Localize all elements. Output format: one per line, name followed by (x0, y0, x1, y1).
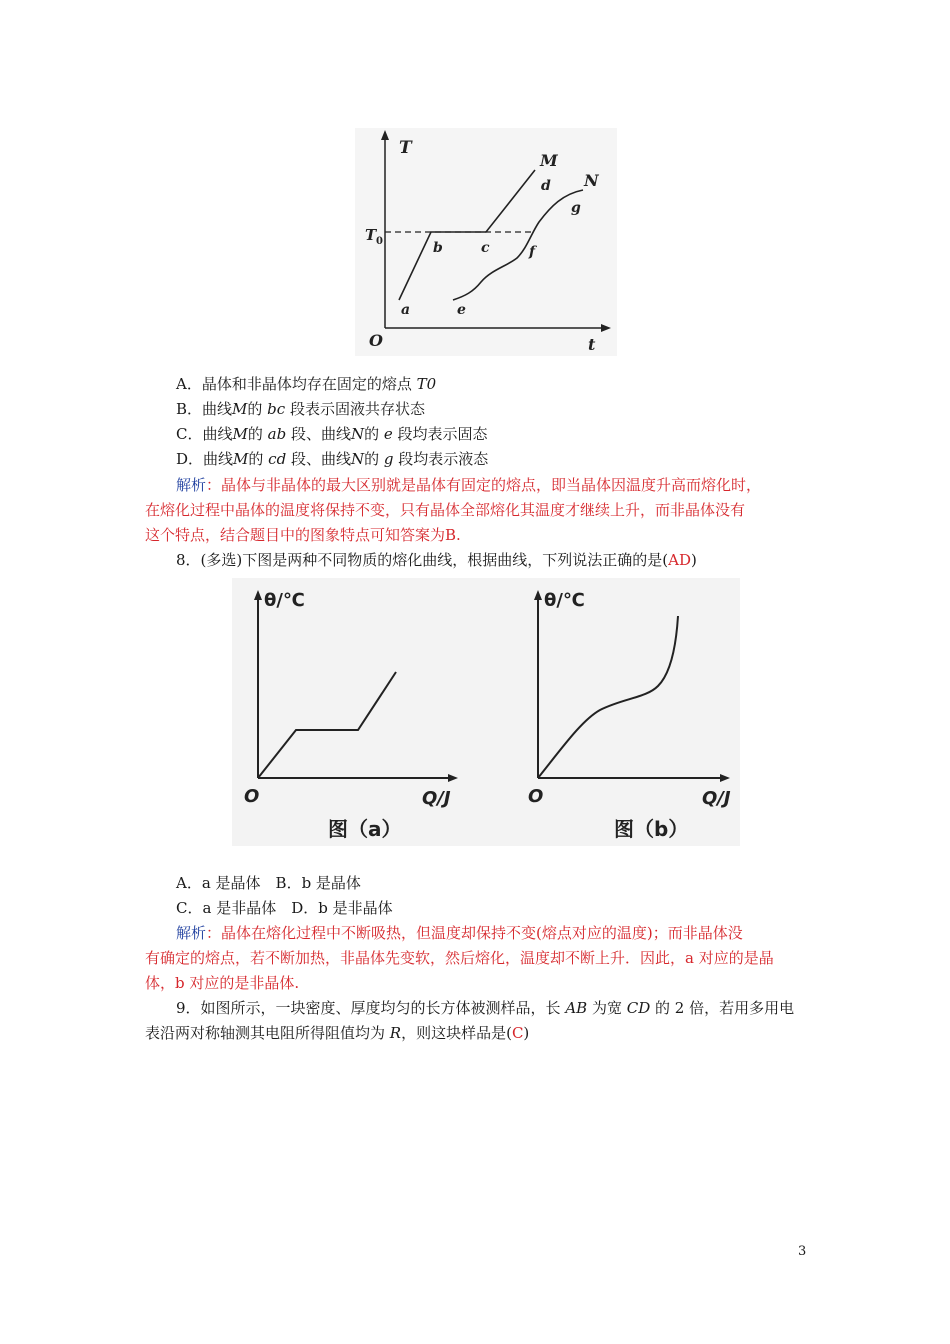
q8-options-cd: C．a 是非晶体 D．b 是非晶体 (176, 899, 393, 917)
q8-analysis-line-1: 解析：晶体在熔化过程中不断吸热，但温度却保持不变(熔点对应的温度)；而非晶体没 (176, 924, 743, 942)
curve-a (258, 672, 396, 778)
q7-analysis-line-2: 在熔化过程中晶体的温度将保持不变，只有晶体全部熔化其温度才继续上升，而非晶体没有 (145, 501, 746, 519)
q8-stem: 8．(多选)下图是两种不同物质的熔化曲线，根据曲线，下列说法正确的是(AD) (176, 551, 697, 569)
caption-b: 图（b） (614, 817, 689, 841)
axis-T-label: T (399, 138, 412, 158)
x-axis-label-a: Q/J (422, 788, 451, 809)
analysis-label: 解析 (176, 476, 207, 494)
q7-option-b: B．曲线M的 bc 段表示固液共存状态 (176, 400, 425, 418)
y-axis-label-a: θ/℃ (264, 590, 305, 611)
curve-N-label: N (584, 171, 599, 190)
curve-b (538, 616, 678, 778)
page-number: 3 (798, 1244, 807, 1259)
point-c: c (481, 240, 490, 256)
q8-analysis-line-3: 体，b 对应的是非晶体. (145, 974, 300, 992)
q8-analysis-line-2: 有确定的熔点，若不断加热，非晶体先变软，然后熔化，温度却不断上升．因此，a 对应的是晶 (145, 949, 774, 967)
melting-curve-figure-2 (232, 578, 740, 846)
origin-label: O (369, 331, 383, 350)
q9-line-1: 9．如图所示，一块密度、厚度均匀的长方体被测样品，长 AB 为宽 CD 的 2 倍，若用多用电 (176, 999, 795, 1017)
q7-option-a: A．晶体和非晶体均存在固定的熔点 T0 (176, 375, 437, 393)
point-f: f (529, 244, 536, 260)
y-axis-label-b: θ/℃ (544, 590, 585, 611)
origin-b: O (528, 786, 544, 807)
q8-answer: AD (668, 551, 691, 569)
point-a: a (401, 302, 411, 318)
point-e: e (457, 302, 466, 318)
q7-option-d: D．曲线M的 cd 段、曲线N的 g 段均表示液态 (176, 450, 489, 468)
x-axis-label-b: Q/J (702, 788, 731, 809)
caption-a: 图（a） (328, 817, 402, 841)
t0-label: T (365, 226, 377, 244)
q7-analysis-line-1: 解析：晶体与非晶体的最大区别就是晶体有固定的熔点，即当晶体因温度升高而熔化时， (176, 476, 762, 494)
curve-M-label: M (540, 151, 558, 170)
q9-answer: C (511, 1024, 524, 1042)
melting-curve-figure-1 (355, 128, 617, 356)
analysis-label: 解析 (176, 924, 207, 942)
q7-analysis-line-3: 这个特点，结合题目中的图象特点可知答案为B. (145, 526, 461, 544)
point-b: b (433, 240, 443, 256)
t0-subscript: 0 (376, 236, 383, 247)
q8-options-ab: A．a 是晶体 B．b 是晶体 (176, 874, 361, 892)
q9-line-2: 表沿两对称轴测其电阻所得阻值均为 R，则这块样品是(C) (145, 1024, 530, 1042)
point-d: d (541, 178, 551, 194)
origin-a: O (244, 786, 260, 807)
point-g: g (571, 200, 581, 216)
axis-t-label: t (588, 335, 596, 354)
q7-option-c: C．曲线M的 ab 段、曲线N的 e 段均表示固态 (176, 425, 488, 443)
